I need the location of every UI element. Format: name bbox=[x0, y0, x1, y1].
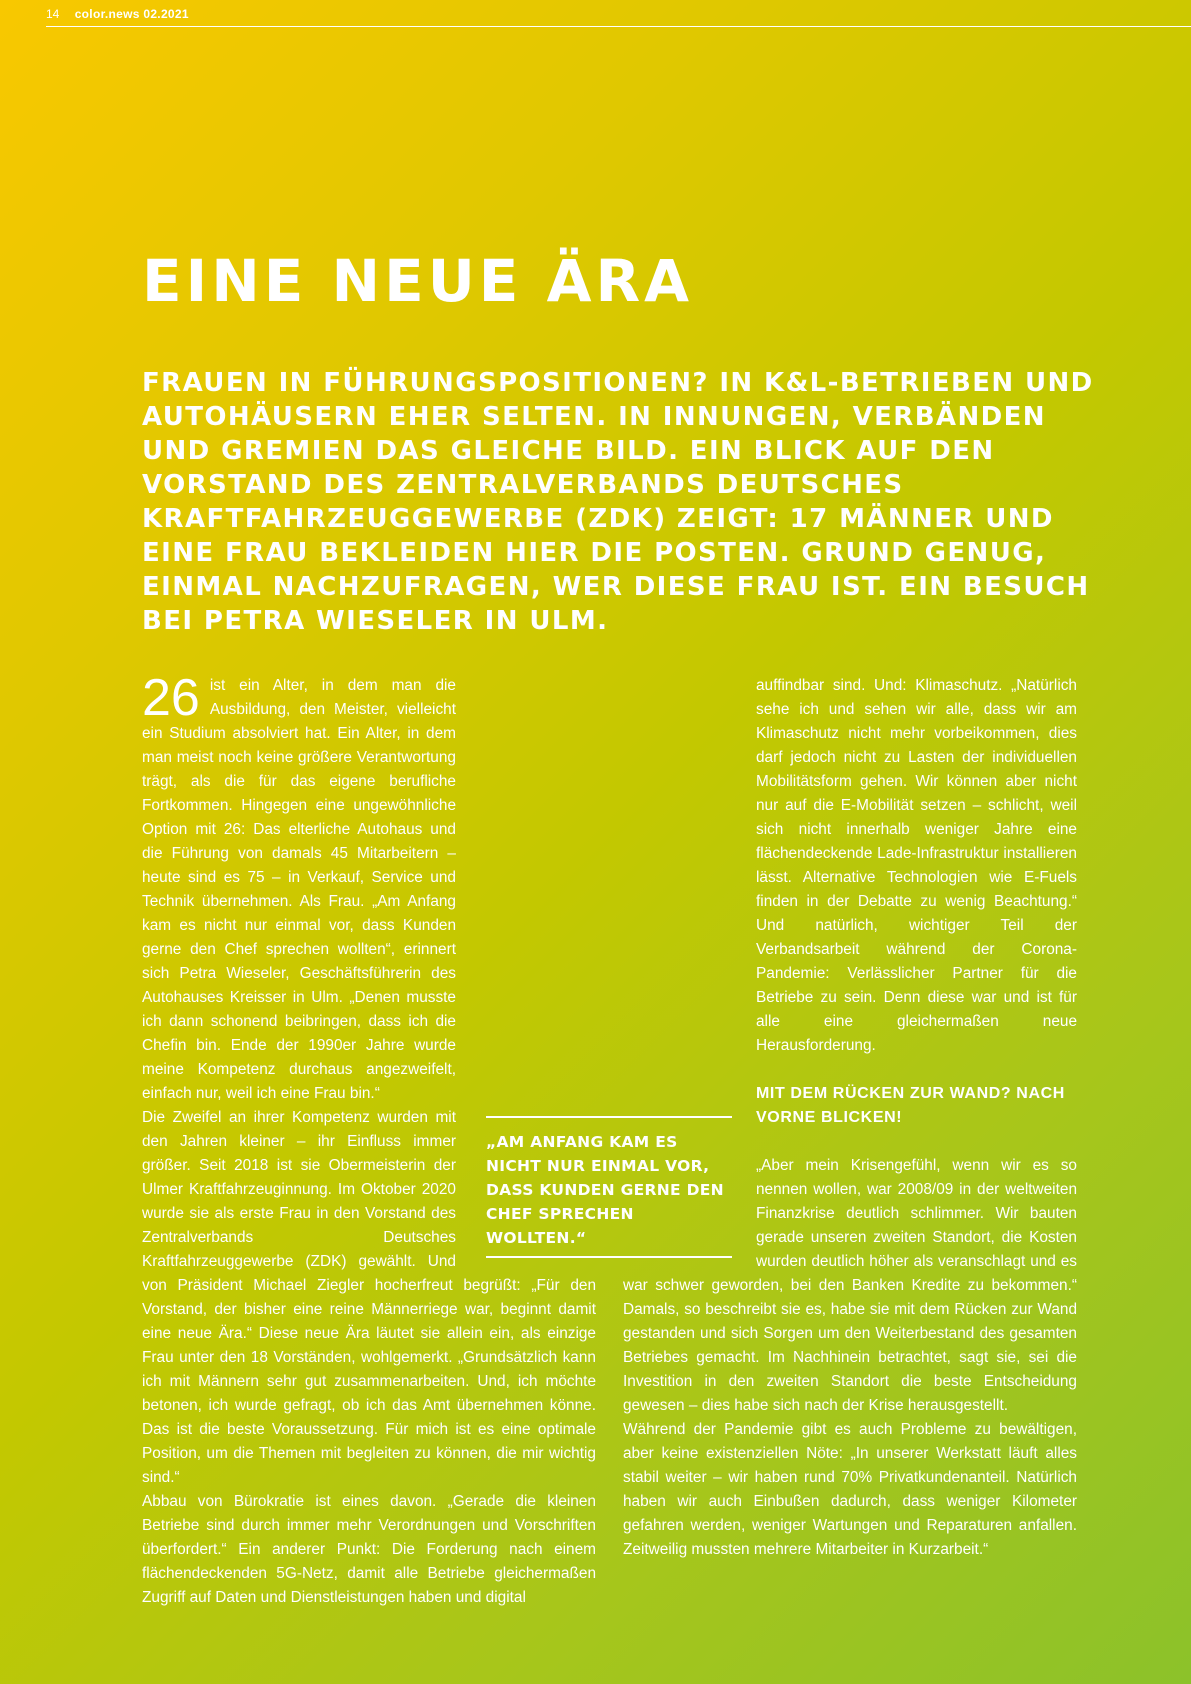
drop-cap: 26 bbox=[142, 669, 200, 727]
paragraph: ist ein Alter, in dem man die Ausbildung, den Meister, vielleicht ein Studium absolviert hat. Ein Alter, in dem man meist noch keine größere Verantwortung trägt, als die für das eigene berufliche Fortkommen. Hingegen eine ungewöhnliche Option mit 26: Das elterliche Autohaus und die Führung von damals 45 Mitarbeitern – heute sind es 75 – in Verkauf, Service und Technik übernehmen. Als Frau. „Am Anfang kam es nicht nur einmal vor, dass Kunden gerne den Chef sprechen wollten“, erinnert sich Petra Wieseler, Geschäftsführerin des Autohauses Kreisser in Ulm. „Denen musste ich dann schonend beibringen, dass ich die Chefin bin. Ende der 1990er Jahre wurde meine Kompetenz durchaus angezweifelt, einfach nur, weil ich eine Frau bin.“ bbox=[142, 677, 456, 1102]
article-title: EINE NEUE ÄRA bbox=[142, 247, 694, 315]
article-intro: FRAUEN IN FÜHRUNGSPOSITIONEN? IN K&L-BETRIEBEN UND AUTOHÄUSERN EHER SELTEN. IN INNUNGEN, VERBÄNDEN UND GREMIEN DAS GLEICHE BILD. EIN BLICK AUF DEN VORSTAND DES ZENTRALVERBANDS DEUTSCHES KRAFTFAHRZEUGGEWERBE (ZDK) ZEIGT: 17 MÄNNER UND EINE FRAU BEKLEIDEN HIER DIE POSTEN. GRUND GENUG, EINMAL NACHZUFRAGEN, WER DIESE FRAU IST. EIN BESUCH BEI PETRA WIESELER IN ULM. bbox=[142, 368, 1094, 636]
paragraph: Die Zweifel an ihrer Kompetenz wurden mit den Jahren kleiner – ihr Einfluss immer größer. Seit 2018 ist sie Obermeisterin der Ulmer Kraftfahrzeuginnung. Im Oktober 2020 wurde sie als erste Frau in den Vorstand des Zentralverbands Deutsches Kraftfahrzeuggewerbe (ZDK) gewählt. Und von Präsident Michael Ziegler hocherfreut begrüßt: „Für den Vorstand, der bisher eine reine Männerriege war, beginnt damit eine neue Ära.“ Diese neue Ära läutet sie allein ein, als einzige Frau unter den 18 Vorständen, wohlgemerkt. „Grundsätzlich kann ich mit Männern sehr gut zusammenarbeiten. Und, ich möchte betonen, ich wurde gefragt, ob ich das Amt übernehmen könne. Das ist die beste Voraussetzung. Für mich ist es eine optimale Position, um die Themen mit begleiten zu können, die mir wichtig sind.“ bbox=[142, 1109, 596, 1486]
paragraph: Abbau von Bürokratie ist eines davon. „Gerade die kleinen Betriebe sind durch immer mehr Verordnungen und Vorschriften überfordert.“ Ein anderer Punkt: Die Forderung nach einem flächendeckenden 5G-Netz, damit alle Betriebe gleichermaßen Zugriff auf Daten und Dienstleistungen haben und digital bbox=[142, 1493, 596, 1606]
pull-quote: „AM ANFANG KAM ES NICHT NUR EINMAL VOR, DASS KUNDEN GERNE DEN CHEF SPRECHEN WOLLTEN.“ bbox=[486, 1116, 732, 1258]
section-subheading: MIT DEM RÜCKEN ZUR WAND? NACH VORNE BLICKEN! bbox=[756, 1085, 1065, 1126]
magazine-issue: color.news 02.2021 bbox=[74, 7, 189, 21]
paragraph: auffindbar sind. Und: Klimaschutz. „Natürlich sehe ich und sehen wir alle, dass wir am Klimaschutz nicht mehr vorbeikommen, dies darf jedoch nicht zu Lasten der individuellen Mobilitätsform gehen. Wir können aber nicht nur auf die E-Mobilität setzen – schlicht, weil sich nicht innerhalb weniger Jahre eine flächendeckende Lade-Infrastruktur installieren lässt. Alternative Technologien wie E-Fuels finden in der Debatte zu wenig Beachtung.“ Und natürlich, wichtiger Teil der Verbandsarbeit während der Corona-Pandemie: Verlässlicher Partner für die Betriebe zu sein. Denn diese war und ist für alle eine gleichermaßen neue Herausforderung. bbox=[756, 677, 1077, 1054]
page-number: 14 bbox=[46, 7, 60, 21]
paragraph: „Aber mein Krisengefühl, wenn wir es so nennen wollen, war 2008/09 in der weltweiten Finanzkrise deutlich schlimmer. Wir bauten gerade unseren zweiten Standort, die Kosten wurden deutlich höher als veranschlagt und es war schwer geworden, bei den Banken Kredite zu bekommen.“ Damals, so beschreibt sie es, habe sie mit dem Rücken zur Wand gestanden und sich Sorgen um den Weiterbestand des gesamten Betriebes gemacht. Im Nachhinein betrachtet, sagt sie, sei die Investition in den zweiten Standort die beste Entscheidung gewesen – dies habe sich nach der Krise herausgestellt. bbox=[623, 1157, 1077, 1414]
paragraph: Während der Pandemie gibt es auch Probleme zu bewältigen, aber keine existenziellen Nöte: „In unserer Werkstatt läuft alles stabil weiter – wir haben rund 70% Privatkundenanteil. Natürlich haben wir auch Einbußen dadurch, dass weniger Kilometer gefahren werden, weniger Wartungen und Reparaturen anfallen. Zeitweilig mussten mehrere Mitarbeiter in Kurzarbeit.“ bbox=[623, 1421, 1077, 1558]
page-header bbox=[46, 6, 1191, 27]
